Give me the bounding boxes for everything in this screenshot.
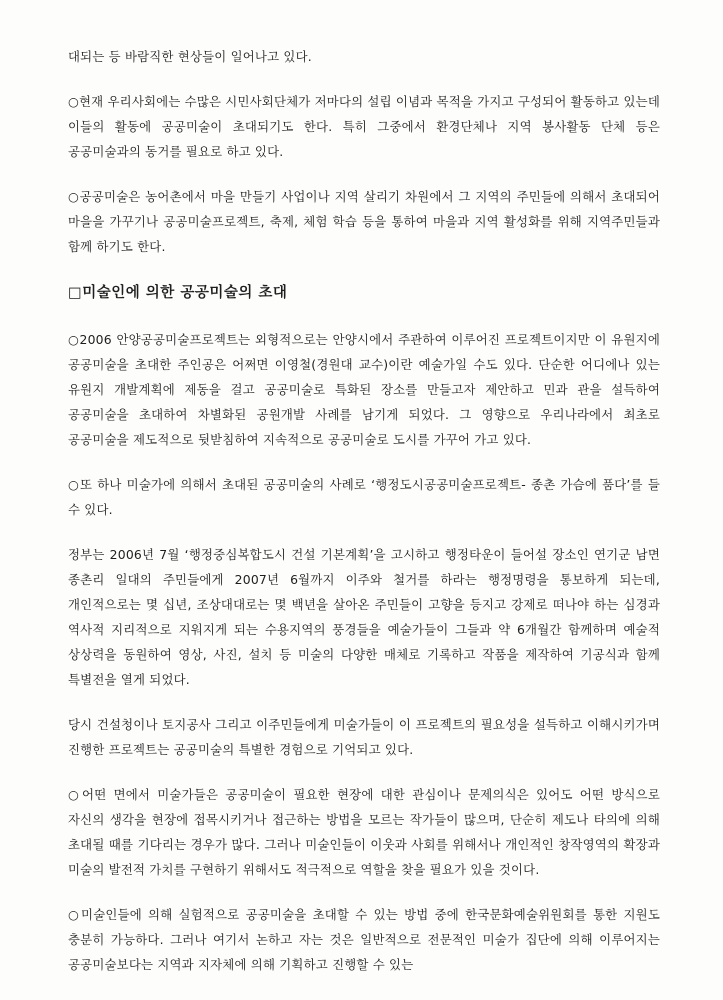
paragraph-jongchon-intro: ○또 하나 미술가에 의해서 초대된 공공미술의 사례로 ‘행정도시공공미술프로젝트- 종촌 가슴에 품다’를 들 수 있다. xyxy=(68,477,660,517)
paragraph-rural-villages: ○공공미술은 농어촌에서 마을 만들기 사업이나 지역 살리기 차원에서 그 지역의 주민들에 의해서 초대되어 마을을 가꾸기나 공공미술프로젝트, 축제, 체험 학습 등을 통하여 마을과 지역 활성화를 위해 지역주민들과 함께 하기도 한다. xyxy=(68,189,660,254)
paragraph-continuation: 대되는 등 바람직한 현상들이 일어나고 있다. xyxy=(68,49,312,64)
document-body xyxy=(68,44,660,977)
paragraph-anyang-project: ○2006 안양공공미술프로젝트는 외형적으로는 안양시에서 주관하여 이루어진 프로젝트이지만 이 유원지에 공공미술을 초대한 주인공은 어쩌면 이영철(경원대 교수)이란 예술가일 수도 있다. 단순한 어디에나 있는 유원지 개발계획에 제동을 걸고 공공미술로 특화된 장소를 만들고자 제안하고 민과 관을 설득하여 공공미술을 초대하여 차별화된 공원개발 사례를 남기게 되었다. 그 영향으로 우리나라에서 최초로 공공미술을 제도적으로 뒷받침하여 지속적으로 공공미술로 도시를 가꾸어 가고 있다. xyxy=(68,332,660,447)
section-heading: □미술인에 의한 공공미술의 초대 xyxy=(68,285,288,301)
paragraph-government-plan: 정부는 2006년 7월 ‘행정중심복합도시 건설 기본계획’을 고시하고 행정타운이 들어설 장소인 연기군 남면 종촌리 일대의 주민들에게 2007년 6월까지 이주와 철거를 하라는 행정명령을 통보하게 되는데, 개인적으로는 몇 십년, 조상대대로는 몇 백년을 살아온 주민들이 고향을 등지고 강제로 떠나야 하는 심경과 역사적 지리적으로 지워지게 되는 수용지역의 풍경들을 예술가들이 그들과 약 6개월간 함께하며 예술적 상상력을 동원하여 영상, 사진, 설치 등 미술의 다양한 매체로 기록하고 작품을 제작하여 기공식과 함께 특별전을 열게 되었다. xyxy=(68,547,660,687)
paragraph-artists-role: ○어떤 면에서 미술가들은 공공미술이 필요한 현장에 대한 관심이나 문제의식은 있어도 어떤 방식으로 자신의 생각을 현장에 접목시키거나 접근하는 방법을 모르는 작가들이 많으며, 단순히 제도나 타의에 의해 초대될 때를 기다리는 경우가 많다. 그러나 미술인들이 이웃과 사회를 위해서나 개인적인 창작영역의 확장과 미술의 발전적 가치를 구현하기 위해서도 적극적으로 역할을 찾을 필요가 있을 것이다. xyxy=(68,787,660,877)
paragraph-civil-society: ○현재 우리사회에는 수많은 시민사회단체가 저마다의 설립 이념과 목적을 가지고 구성되어 활동하고 있는데 이들의 활동에 공공미술이 초대되기도 한다. 특히 그중에서 환경단체나 지역 봉사활동 단체 등은 공공미술과의 동거를 필요로 하고 있다. xyxy=(68,94,660,159)
paragraph-persuasion: 당시 건설청이나 토지공사 그리고 이주민들에게 미술가들이 이 프로젝트의 필요성을 설득하고 이해시키가며 진행한 프로젝트는 공공미술의 특별한 경험으로 기억되고 있다. xyxy=(68,717,660,757)
paragraph-arts-council: ○미술인들에 의해 실험적으로 공공미술을 초대할 수 있는 방법 중에 한국문화예술위원회를 통한 지원도 충분히 가능하다. 그러나 여기서 논하고 자는 것은 일반적으로 전문적인 미술가 집단에 의해 이루어지는 공공미술보다는 지역과 지자체에 의해 기획하고 진행할 수 있는 xyxy=(68,907,660,972)
